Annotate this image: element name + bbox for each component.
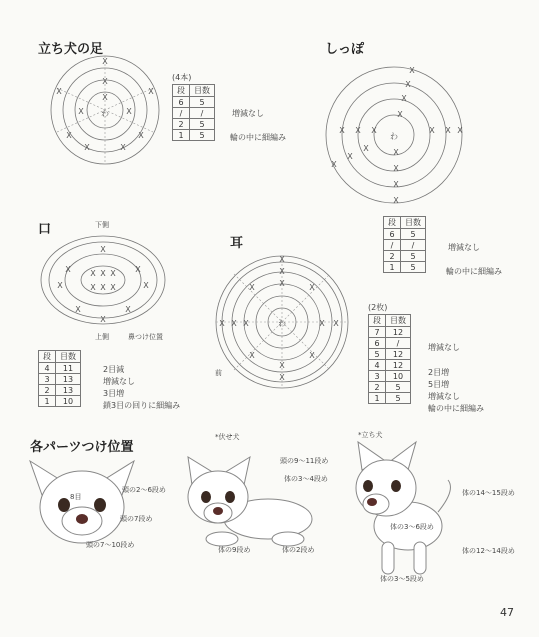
svg-text:X: X [409, 66, 415, 75]
table-cell: / [173, 108, 190, 119]
standing-dog-illustration [338, 440, 488, 580]
foot-title: 立ち犬の足 [38, 42, 104, 57]
lying-dog-illustration [178, 455, 318, 555]
table-cell: 5 [190, 97, 215, 108]
svg-text:X: X [363, 144, 369, 153]
left-eye-icon [363, 480, 373, 492]
svg-text:X: X [279, 267, 285, 276]
foot-note-2: 輪の中に細編み [230, 133, 286, 142]
table-cell: 11 [56, 363, 81, 374]
svg-text:X: X [393, 196, 399, 205]
svg-text:X: X [347, 152, 353, 161]
table-cell: 6 [173, 97, 190, 108]
svg-text:X: X [279, 373, 285, 382]
table-cell: 5 [190, 119, 215, 130]
table-cell: 6 [384, 229, 401, 240]
foot-th-row: 段 [173, 85, 190, 97]
nose-icon [76, 514, 88, 524]
ear-label-front: 前 [215, 369, 222, 377]
nose-icon [367, 498, 377, 506]
head-label-mouth: 頭の7〜10段め [86, 541, 135, 549]
foot-table [172, 84, 215, 141]
tail-title: しっぽ [325, 42, 365, 57]
svg-text:X: X [231, 319, 237, 328]
right-eye-icon [94, 498, 106, 512]
ear-th-row: 段 [369, 315, 386, 327]
table-cell: 5 [401, 262, 426, 273]
svg-text:X: X [279, 255, 285, 264]
table-cell: 1 [39, 396, 56, 407]
svg-text:X: X [393, 164, 399, 173]
tail-th-row: 段 [384, 217, 401, 229]
mouth-note-3: 3目増 [103, 389, 125, 398]
table-cell: 2 [39, 385, 56, 396]
svg-text:X: X [75, 305, 81, 314]
svg-text:X: X [457, 126, 463, 135]
table-cell: 4 [39, 363, 56, 374]
svg-text:X: X [279, 279, 285, 288]
svg-text:X: X [100, 315, 106, 324]
svg-text:X: X [102, 57, 108, 66]
table-cell: 5 [401, 229, 426, 240]
table-cell: 5 [369, 349, 386, 360]
lying-label-ears2: 体の3〜4段め [284, 475, 328, 483]
mouth-table [38, 350, 81, 407]
svg-text:X: X [445, 126, 451, 135]
svg-text:X: X [138, 131, 144, 140]
ear-note-4: 増減なし [428, 392, 460, 401]
table-cell: 10 [56, 396, 81, 407]
foot-th-count: 目数 [190, 85, 215, 97]
svg-text:わ: わ [390, 132, 398, 141]
ear-note-2: 2目増 [428, 368, 450, 377]
svg-text:X: X [90, 269, 96, 278]
mouth-th-row: 段 [39, 351, 56, 363]
foot-count: (4本) [172, 73, 192, 82]
tail-note-1: 増減なし [448, 243, 480, 252]
table-cell: 10 [386, 371, 411, 382]
table-cell: 2 [369, 382, 386, 393]
foot-diagram [45, 50, 165, 170]
svg-text:X: X [102, 77, 108, 86]
svg-text:X: X [102, 93, 108, 102]
svg-text:X: X [243, 319, 249, 328]
page-number: 47 [500, 606, 514, 619]
tail-diagram [312, 55, 472, 215]
mouth-label-nose: 鼻つけ位置 [128, 333, 163, 341]
right-eye-icon [391, 480, 401, 492]
mouth-diagram [38, 232, 168, 332]
svg-text:X: X [219, 319, 225, 328]
svg-text:X: X [397, 110, 403, 119]
svg-text:X: X [143, 281, 149, 290]
standing-label-hind: 体の12〜14段め [462, 547, 515, 555]
svg-text:X: X [56, 87, 62, 96]
nose-icon [213, 507, 223, 515]
table-cell: 5 [386, 393, 411, 404]
table-cell: 6 [369, 338, 386, 349]
svg-text:X: X [371, 126, 377, 135]
table-cell: 2 [173, 119, 190, 130]
table-cell: 5 [190, 130, 215, 141]
placement-title: 各パーツつけ位置 [30, 440, 134, 455]
svg-text:X: X [100, 269, 106, 278]
table-cell: 12 [386, 327, 411, 338]
svg-text:X: X [339, 126, 345, 135]
table-cell: 1 [369, 393, 386, 404]
svg-text:X: X [110, 269, 116, 278]
standing-label-front: 体の3〜6段め [390, 523, 434, 531]
table-cell: / [401, 240, 426, 251]
svg-text:X: X [309, 283, 315, 292]
svg-text:X: X [57, 281, 63, 290]
svg-text:X: X [110, 283, 116, 292]
svg-text:X: X [429, 126, 435, 135]
svg-text:X: X [125, 305, 131, 314]
svg-text:X: X [393, 180, 399, 189]
placement-label-lying: *伏せ犬 [215, 433, 240, 441]
svg-text:X: X [90, 283, 96, 292]
mouth-label-bottom: 下側 [95, 221, 109, 229]
svg-text:X: X [331, 160, 337, 169]
table-cell: 2 [384, 251, 401, 262]
placement-label-standing: *立ち犬 [358, 431, 383, 439]
lying-label-leg1: 体の9段め [218, 546, 251, 554]
table-cell: 13 [56, 374, 81, 385]
tail-note-2: 輪の中に細編み [446, 267, 502, 276]
ear-count: (2枚) [368, 303, 388, 312]
mouth-note-1: 2目減 [103, 365, 125, 374]
svg-text:X: X [279, 361, 285, 370]
svg-text:わ: わ [278, 319, 286, 328]
svg-text:X: X [84, 143, 90, 152]
foot-note-1: 増減なし [232, 109, 264, 118]
ear-diagram [212, 250, 352, 390]
table-cell: / [190, 108, 215, 119]
svg-text:X: X [249, 351, 255, 360]
head-label-nose: 頭の7段め [120, 515, 153, 523]
table-cell: 4 [369, 360, 386, 371]
svg-text:わ: わ [101, 109, 109, 118]
table-cell: 13 [56, 385, 81, 396]
head-label-eyes: 8目 [70, 493, 82, 501]
svg-text:X: X [249, 283, 255, 292]
table-cell: 1 [173, 130, 190, 141]
svg-text:X: X [66, 131, 72, 140]
svg-text:X: X [78, 107, 84, 116]
tail-table [383, 216, 426, 273]
standing-label-leg: 体の3〜5段め [380, 575, 424, 583]
ear-th-count: 目数 [386, 315, 411, 327]
table-cell: / [386, 338, 411, 349]
table-cell: / [384, 240, 401, 251]
table-cell: 12 [386, 349, 411, 360]
ear-title: 耳 [230, 236, 244, 251]
ear-note-1: 増減なし [428, 343, 460, 352]
svg-text:X: X [393, 148, 399, 157]
tail-th-count: 目数 [401, 217, 426, 229]
ear-table [368, 314, 411, 404]
svg-text:X: X [148, 87, 154, 96]
right-eye-icon [225, 491, 235, 503]
table-cell: 5 [386, 382, 411, 393]
table-cell: 7 [369, 327, 386, 338]
table-cell: 12 [386, 360, 411, 371]
left-eye-icon [201, 491, 211, 503]
table-cell: 5 [401, 251, 426, 262]
mouth-label-top: 上側 [95, 333, 109, 341]
standing-label-tail: 体の14〜15段め [462, 489, 515, 497]
svg-text:X: X [333, 319, 339, 328]
mouth-th-count: 目数 [56, 351, 81, 363]
svg-text:X: X [120, 143, 126, 152]
svg-text:X: X [309, 351, 315, 360]
svg-text:X: X [405, 80, 411, 89]
lying-label-leg2: 体の2段め [282, 546, 315, 554]
left-eye-icon [58, 498, 70, 512]
table-cell: 3 [369, 371, 386, 382]
svg-text:X: X [65, 265, 71, 274]
table-cell: 1 [384, 262, 401, 273]
svg-text:X: X [355, 126, 361, 135]
svg-text:X: X [135, 265, 141, 274]
svg-text:X: X [401, 94, 407, 103]
ear-note-5: 輪の中に細編み [428, 404, 484, 413]
svg-text:X: X [126, 107, 132, 116]
head-label-ears: 頭の2〜6段め [122, 486, 166, 494]
ear-note-3: 5目増 [428, 380, 450, 389]
mouth-note-4: 鎖3目の回りに細編み [103, 401, 181, 410]
lying-label-ears: 頭の9〜11段め [280, 457, 329, 465]
svg-text:X: X [100, 283, 106, 292]
svg-text:X: X [100, 245, 106, 254]
table-cell: 3 [39, 374, 56, 385]
mouth-title: 口 [38, 222, 52, 237]
mouth-note-2: 増減なし [103, 377, 135, 386]
svg-text:X: X [319, 319, 325, 328]
